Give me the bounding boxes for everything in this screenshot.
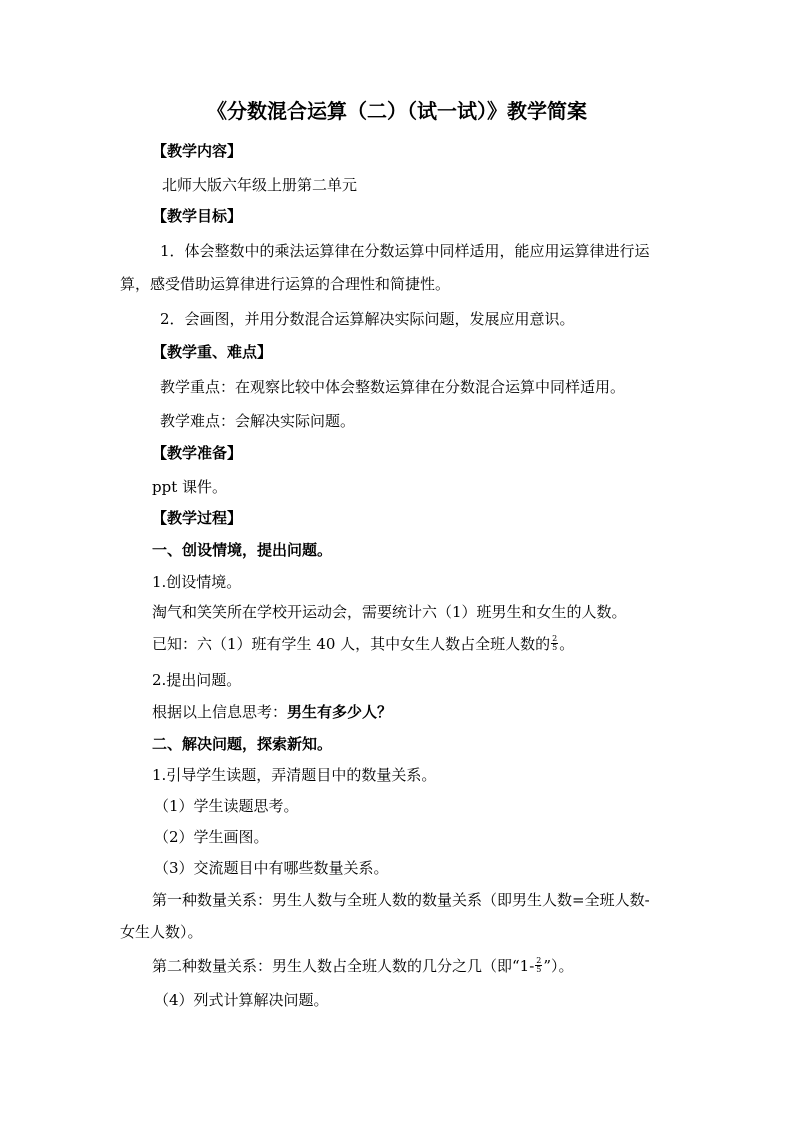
part-2-step-1: 1.引导学生读题，弄清题目中的数量关系。: [152, 766, 437, 784]
difficulty-text: 教学难点：会解决实际问题。: [160, 412, 356, 430]
sub-step-4: （4）列式计算解决问题。: [154, 991, 329, 1009]
relation-2-end: ”）。: [543, 957, 574, 975]
relation-2: [152, 956, 574, 976]
part-1-step-2: 2.提出问题。: [152, 671, 242, 689]
relation-2-text: 第二种数量关系：男生人数占全班人数的几分之几（即“1-: [152, 957, 535, 975]
goal-2: 2．会画图，并用分数混合运算解决实际问题，发展应用意识。: [160, 310, 575, 328]
prep-heading: 【教学准备】: [152, 444, 243, 462]
sub-step-1: （1）学生读题思考。: [154, 797, 299, 815]
question-prefix: 根据以上信息思考：: [152, 703, 288, 721]
scenario-text: 淘气和笑笑所在学校开运动会，需要统计六（1）班男生和女生的人数。: [152, 603, 627, 621]
relation-1-line-2: 女生人数）。: [120, 923, 203, 941]
sub-step-3: （3）交流题目中有哪些数量关系。: [154, 859, 389, 877]
goal-1-line-2: 算，感受借助运算律进行运算的合理性和简捷性。: [120, 275, 451, 293]
fraction-two-fifths: [535, 957, 542, 974]
part-2-heading: 二、解决问题，探索新知。: [152, 735, 333, 753]
fraction-numerator: 2: [536, 955, 542, 965]
known-info-end: 。: [559, 635, 575, 653]
part-1-step-1: 1.创设情境。: [152, 573, 242, 591]
goals-heading: 【教学目标】: [152, 207, 243, 225]
prep-text: ppt 课件。: [152, 478, 228, 496]
content-text: 北师大版六年级上册第二单元: [162, 176, 358, 194]
sub-step-2: （2）学生画图。: [154, 828, 269, 846]
fraction-denominator: 5: [536, 964, 542, 974]
known-info: [152, 634, 574, 654]
fraction-numerator: 2: [552, 633, 558, 643]
part-1-heading: 一、创设情境，提出问题。: [152, 541, 333, 559]
question-line: [152, 702, 392, 722]
keypoints-heading: 【教学重、难点】: [152, 343, 273, 361]
goal-1-line-1: 1．体会整数中的乘法运算律在分数运算中同样适用，能应用运算律进行运: [160, 242, 650, 260]
known-info-text: 已知：六（1）班有学生 40 人，其中女生人数占全班人数的: [152, 635, 551, 653]
content-heading: 【教学内容】: [152, 142, 243, 160]
question-bold: 男生有多少人？: [287, 703, 393, 721]
keypoint-text: 教学重点：在观察比较中体会整数运算律在分数混合运算中同样适用。: [160, 378, 626, 396]
document-title: 《分数混合运算（二）（试一试）》教学简案: [207, 99, 587, 123]
fraction-two-fifths: [551, 635, 558, 652]
relation-1-line-1: 第一种数量关系：男生人数与全班人数的数量关系（即男生人数=全班人数-: [152, 891, 650, 909]
fraction-denominator: 5: [552, 642, 558, 652]
process-heading: 【教学过程】: [152, 509, 243, 527]
